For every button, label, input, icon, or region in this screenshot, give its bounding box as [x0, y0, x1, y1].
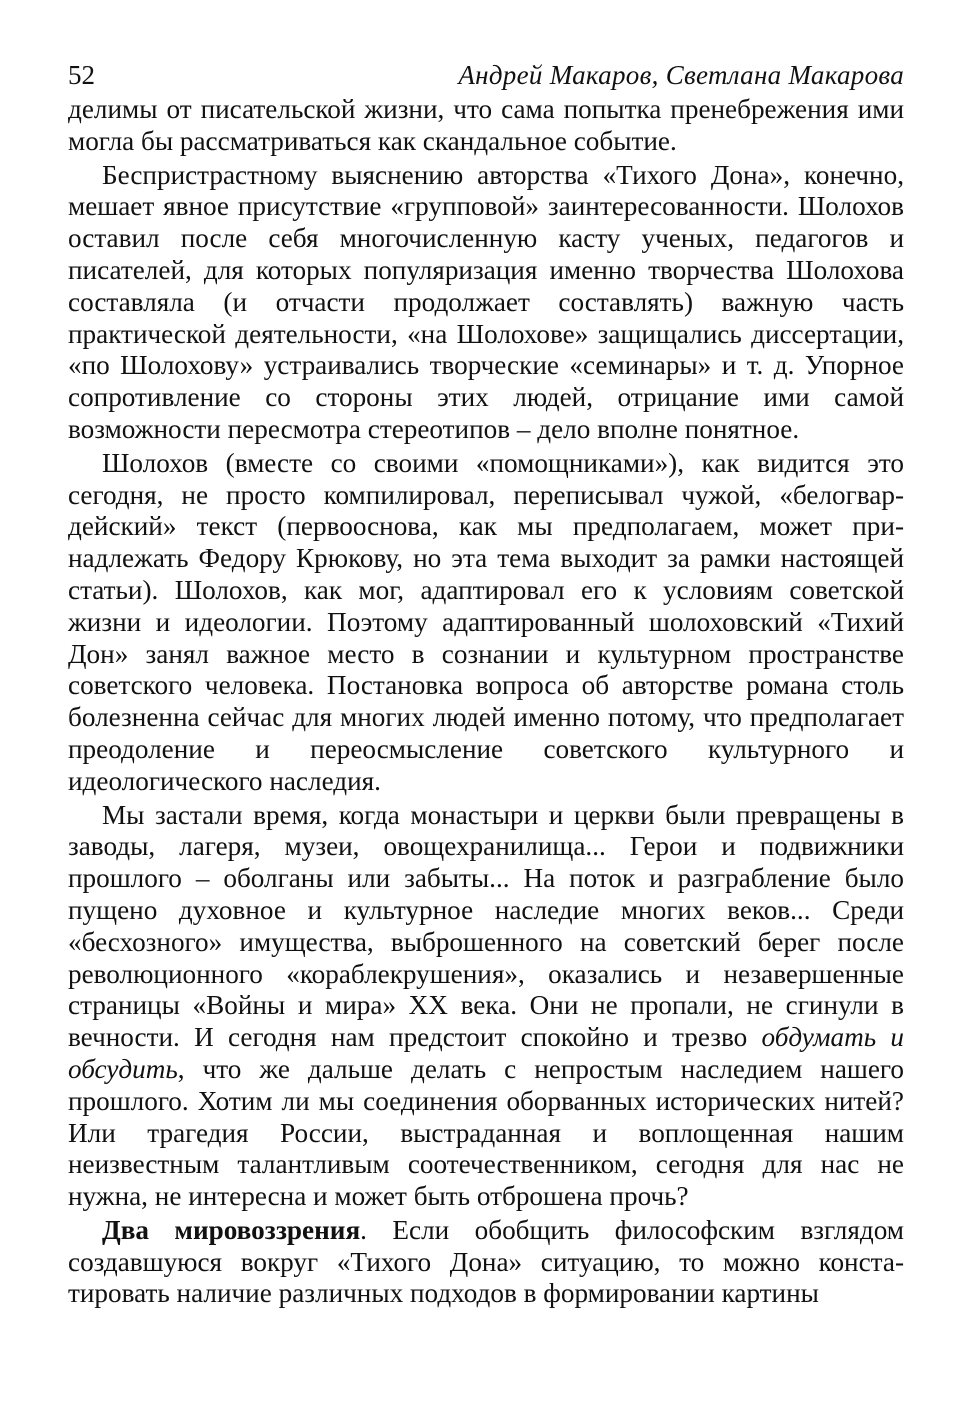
- paragraph-text: Шолохов (вместе со своими «помощниками»), как видится это сегодня, не просто компилировал, переписывал чужой, «белогвардейский» текст (первооснова, как мы предполагаем, может принадлежать Федору Крюкову, но эта тема выходит за рамки настоящей статьи). Шолохов, как мог, адаптировал его к условиям советской жизни и идеологии. Поэтому адаптированный шолоховский «Тихий Дон» занял важное место в сознании и культурном пространстве советского человека. Постановка вопроса об авторстве романа столь болезненна сейчас для многих людей именно потому, что предполагает преодоление и переосмысление советского культурного и идеологического наследия.: [68, 447, 904, 796]
- page-number: 52: [68, 60, 95, 90]
- running-header: [68, 58, 904, 94]
- book-page: [68, 58, 904, 1310]
- paragraph-text: Мы застали время, когда монастыри и церкви были превращены в заводы, лагеря, музеи, овощехранилища... Герои и подвижники прошлого – оболганы или забыты... На поток и разграбление было пущено духовное и культурное наследие многих веков... Среди «бесхозного» имущества, выброшенного на советский берег после революционного «кораблекрушения», оказались и незавершенные страницы «Войны и мира» XX века. Они не пропали, не сгинули в вечности. И сегодня нам предстоит спокойно и трезво: [68, 799, 904, 1053]
- paragraph: [68, 800, 904, 1213]
- paragraph-continued: [68, 94, 904, 158]
- section-heading-inline: Два мировоззрения: [102, 1214, 361, 1245]
- paragraph: [68, 448, 904, 798]
- paragraph: [68, 160, 904, 446]
- body-text: [68, 94, 904, 1310]
- paragraph-text: . Если обобщить философским взглядом создавшуюся вокруг «Тихого Дона» ситуацию, то можно констатировать наличие различных подходов в формировании картины: [68, 1214, 904, 1309]
- emphasis-italic: обдумать и обсудить: [68, 1022, 904, 1084]
- paragraph-text: Беспристрастному выяснению авторства «Тихого Дона», конечно, мешает явное присутствие «групповой» заинтересованности. Шолохов оставил после себя многочисленную касту ученых, педагогов и писателей, для которых популяризация именно творчества Шолохова составляла (и отчасти продолжает составлять) важную часть практической деятельности, «на Шолохове» защищались диссертации, «по Шолохову» устраивались творческие «семинары» и т. д. Упорное сопротивление со стороны этих людей, отрицание ими самой возможности пересмотра стереотипов – дело вполне понятное.: [68, 159, 904, 444]
- paragraph-section-start: [68, 1215, 904, 1310]
- paragraph-text: , что же дальше делать с непростым наследием нашего прошлого. Хотим ли мы соединения оборванных исторических нитей? Или трагедия России, выстраданная и воплощенная нашим неизвестным талантливым соотечественником, сегодня для нас не нужна, не интересна и может быть отброшена прочь?: [68, 1053, 904, 1212]
- paragraph-text: делимы от писательской жизни, что сама попытка пренебрежения ими могла бы рассматриваться как скандальное событие.: [68, 94, 904, 156]
- running-head-authors: Андрей Макаров, Светлана Макарова: [458, 60, 904, 90]
